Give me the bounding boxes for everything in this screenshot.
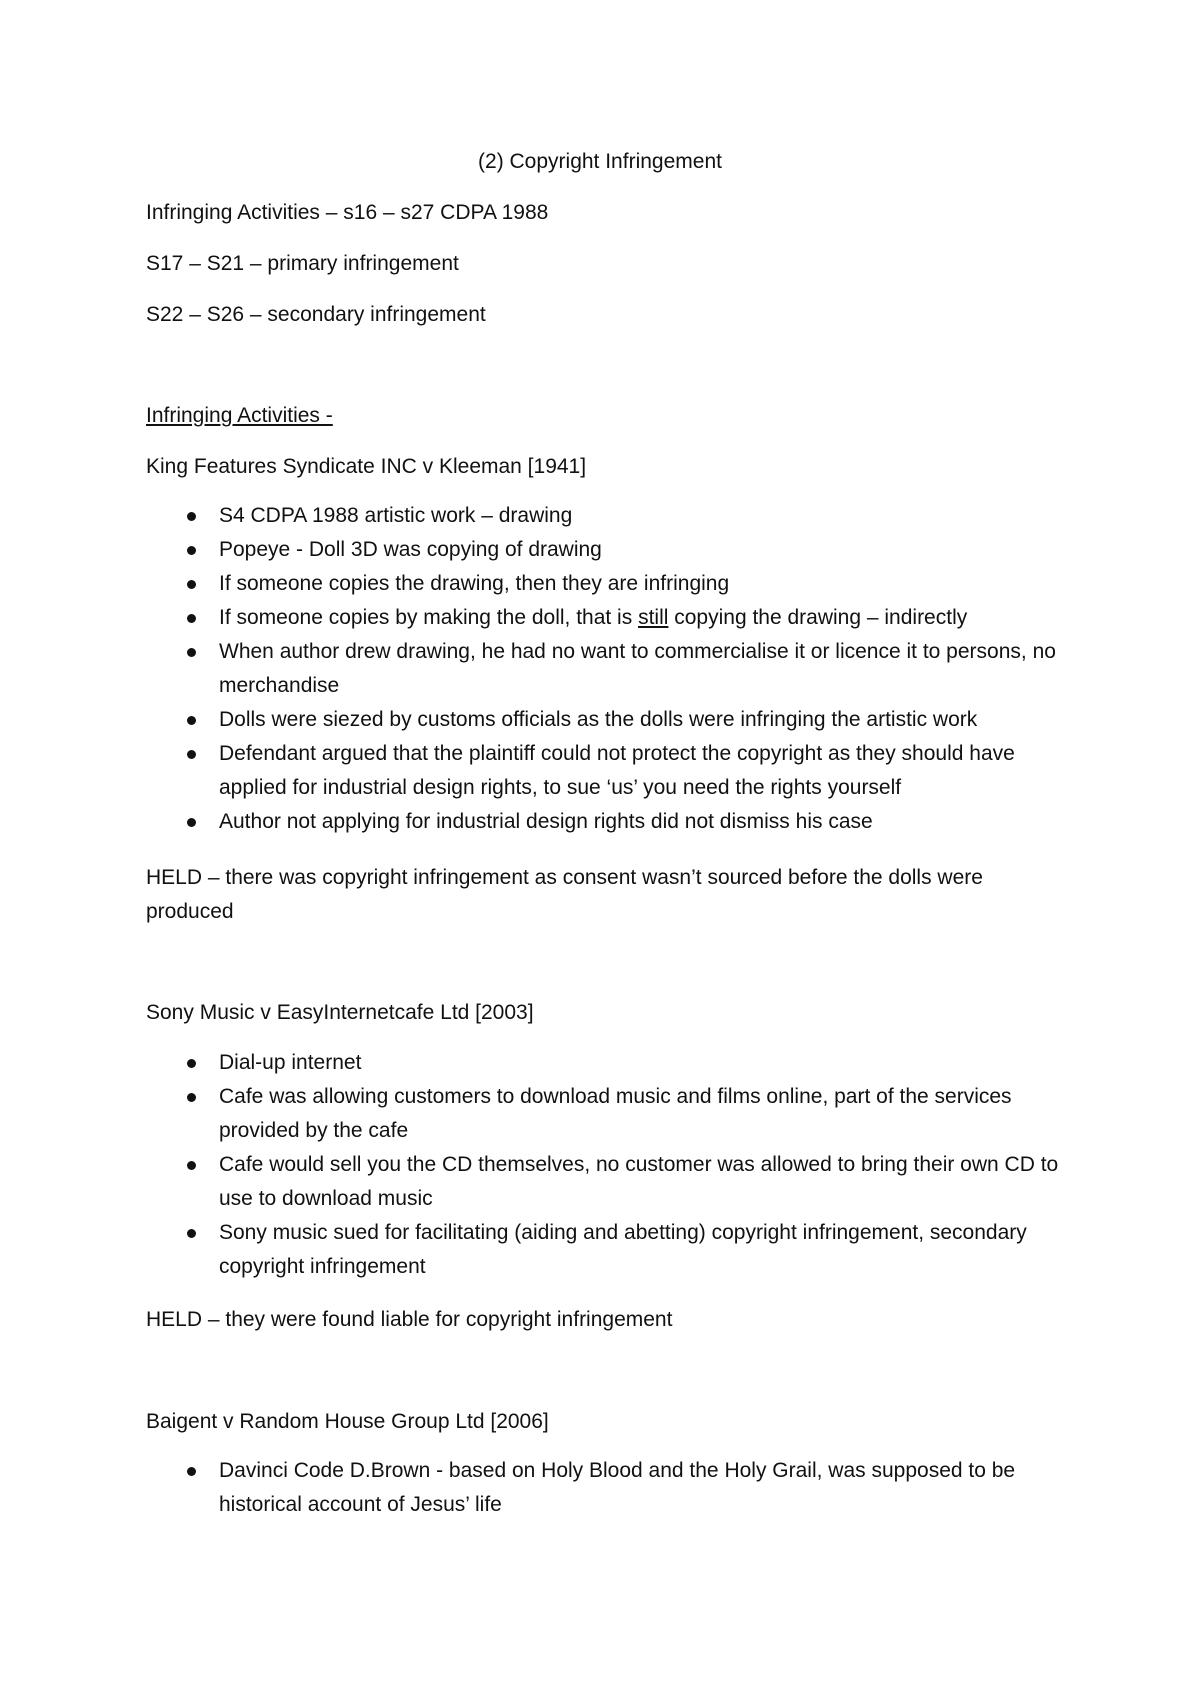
intro-line-primary: S17 – S21 – primary infringement: [146, 252, 459, 275]
bullet-icon: [187, 716, 196, 725]
bullet-icon: [187, 580, 196, 589]
list-item: Author not applying for industrial design rights did not dismiss his case: [146, 805, 1066, 839]
intro-line-infringing-activities: Infringing Activities – s16 – s27 CDPA 1988: [146, 201, 549, 224]
bullet-icon: [187, 648, 196, 657]
case-bullet-list: [146, 1454, 1066, 1522]
list-item: When author drew drawing, he had no want to commercialise it or licence it to persons, no merchandise: [146, 635, 1066, 703]
list-item: Defendant argued that the plaintiff could not protect the copyright as they should have applied for industrial design rights, to sue ‘us’ you need the rights yourself: [146, 737, 1066, 805]
bullet-icon: [187, 1059, 196, 1068]
case-bullet-list: [146, 1046, 1066, 1284]
bullet-icon: [187, 546, 196, 555]
list-item: Dial-up internet: [146, 1046, 1066, 1080]
held-statement: HELD – there was copyright infringement as consent wasn’t sourced before the dolls were produced: [146, 866, 983, 923]
list-item: Davinci Code D.Brown - based on Holy Blood and the Holy Grail, was supposed to be historical account of Jesus’ life: [146, 1454, 1066, 1522]
intro-line-secondary: S22 – S26 – secondary infringement: [146, 303, 486, 326]
list-item: Cafe would sell you the CD themselves, no customer was allowed to bring their own CD to use to download music: [146, 1148, 1066, 1216]
list-item: Sony music sued for facilitating (aiding and abetting) copyright infringement, secondary copyright infringement: [146, 1216, 1066, 1284]
section-heading: Infringing Activities -: [146, 404, 333, 427]
bullet-icon: [187, 1467, 196, 1476]
case-title: King Features Syndicate INC v Kleeman [1941]: [146, 455, 587, 478]
bullet-icon: [187, 512, 196, 521]
case-title: Sony Music v EasyInternetcafe Ltd [2003]: [146, 1001, 534, 1024]
list-item: If someone copies by making the doll, that is still copying the drawing – indirectly: [146, 601, 1066, 635]
underlined-word: still: [638, 606, 669, 629]
bullet-icon: [187, 614, 196, 623]
list-item: Popeye - Doll 3D was copying of drawing: [146, 533, 1066, 567]
list-item: S4 CDPA 1988 artistic work – drawing: [146, 499, 1066, 533]
bullet-icon: [187, 1229, 196, 1238]
case-title: Baigent v Random House Group Ltd [2006]: [146, 1410, 549, 1433]
page-title: (2) Copyright Infringement: [478, 150, 722, 173]
list-item: Cafe was allowing customers to download music and films online, part of the services provided by the cafe: [146, 1080, 1066, 1148]
bullet-icon: [187, 818, 196, 827]
list-item: Dolls were siezed by customs officials as the dolls were infringing the artistic work: [146, 703, 1066, 737]
bullet-icon: [187, 750, 196, 759]
case-bullet-list: [146, 499, 1066, 839]
bullet-icon: [187, 1093, 196, 1102]
held-statement: HELD – they were found liable for copyright infringement: [146, 1308, 673, 1331]
bullet-icon: [187, 1161, 196, 1170]
list-item: If someone copies the drawing, then they are infringing: [146, 567, 1066, 601]
